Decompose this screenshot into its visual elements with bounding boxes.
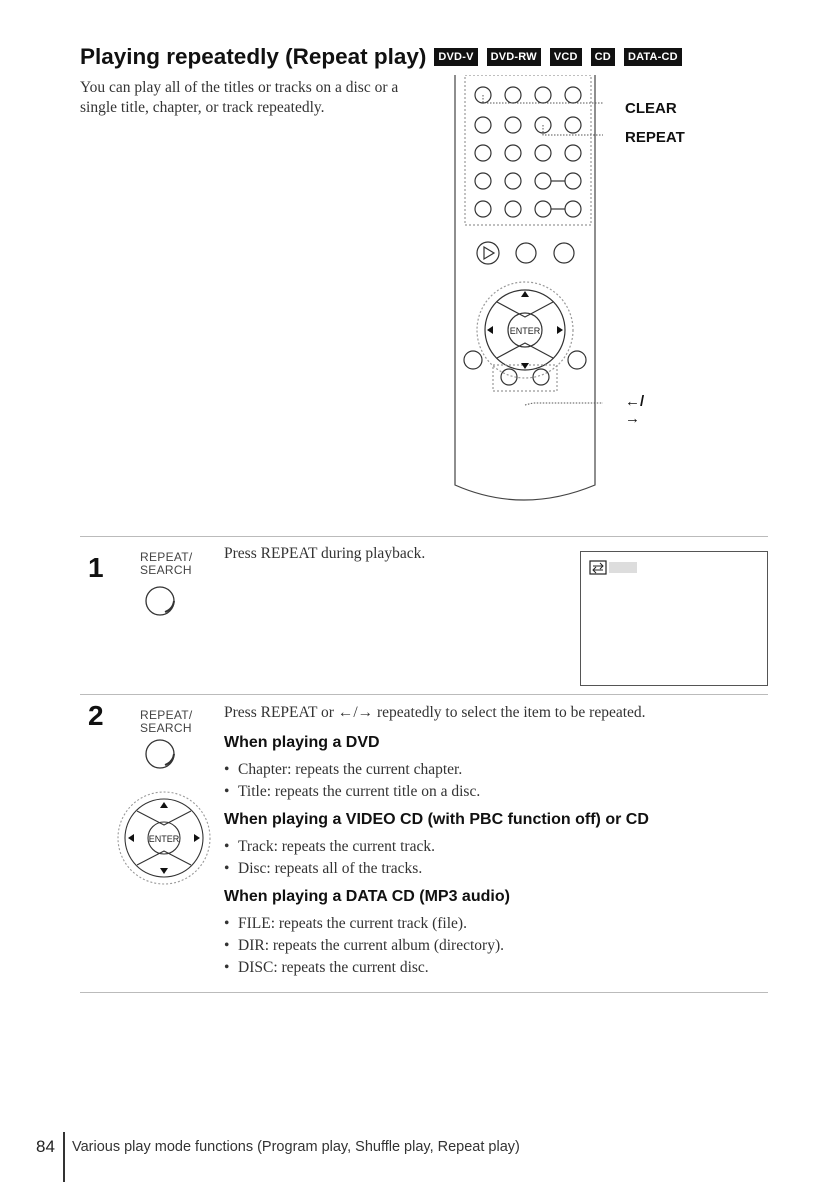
remote-control-icon [453, 75, 603, 515]
list-item: • Title: repeats the current title on a disc. [222, 781, 480, 803]
repeat-display-icon [589, 560, 643, 576]
step-1-button-label-line2: SEARCH [140, 563, 192, 577]
step-2-button-label-line1: REPEAT/ [140, 708, 193, 722]
badge-dvd-rw: DVD-RW [487, 48, 541, 66]
intro-paragraph: You can play all of the titles or tracks on a disc or a single title, chapter, or track repeatedly. [80, 79, 399, 116]
repeat-search-button-icon-2 [143, 737, 177, 771]
page-number: 84 [36, 1137, 55, 1156]
step-2-number: 2 [88, 700, 104, 731]
remote-enter-label: ENTER [509, 326, 541, 336]
dpad-enter-label: ENTER [148, 834, 180, 844]
footer-divider [63, 1132, 65, 1182]
remote-illustration [453, 75, 685, 520]
divider-top [80, 536, 768, 537]
repeat-search-button-icon [143, 584, 177, 618]
step-1-button-label-line1: REPEAT/ [140, 550, 193, 564]
enter-dpad-icon [114, 788, 214, 888]
step-1-number: 1 [88, 552, 104, 583]
callout-repeat: REPEAT [625, 129, 685, 146]
callout-clear: CLEAR [625, 100, 677, 117]
step-2-button-label [140, 709, 193, 735]
section-list-vcd-cd [222, 836, 435, 880]
step-2-text: Press REPEAT or ←/→ repeatedly to select the item to be repeated. [224, 704, 646, 721]
list-item: • DIR: repeats the current album (directory). [222, 935, 504, 957]
step-1-button-label [140, 551, 193, 577]
step-1-text: Press REPEAT during playback. [224, 545, 426, 562]
divider-bottom [80, 992, 768, 993]
list-item: • DISC: repeats the current disc. [222, 957, 504, 979]
footer-text: Various play mode functions (Program play, Shuffle play, Repeat play) [72, 1139, 520, 1155]
section-heading-dvd: When playing a DVD [224, 734, 380, 751]
screen-display [580, 551, 768, 686]
list-item: • FILE: repeats the current track (file). [222, 913, 504, 935]
step-2-button-label-line2: SEARCH [140, 721, 192, 735]
list-item: • Chapter: repeats the current chapter. [222, 759, 480, 781]
section-heading-data-cd: When playing a DATA CD (MP3 audio) [224, 888, 510, 905]
badge-dvd-v: DVD-V [434, 48, 477, 66]
callout-arrow-buttons: ←/→ [625, 393, 645, 427]
badge-cd: CD [591, 48, 615, 66]
section-heading-vcd-cd: When playing a VIDEO CD (with PBC function off) or CD [224, 811, 649, 828]
section-list-dvd [222, 759, 480, 803]
disc-type-badges [434, 48, 681, 66]
page-title: Playing repeatedly (Repeat play) [80, 44, 427, 69]
list-item: • Track: repeats the current track. [222, 836, 435, 858]
section-list-data-cd [222, 913, 504, 979]
divider-middle [80, 694, 768, 695]
title-row [80, 44, 682, 70]
badge-vcd: VCD [550, 48, 582, 66]
list-item: • Disc: repeats all of the tracks. [222, 858, 435, 880]
badge-data-cd: DATA-CD [624, 48, 682, 66]
